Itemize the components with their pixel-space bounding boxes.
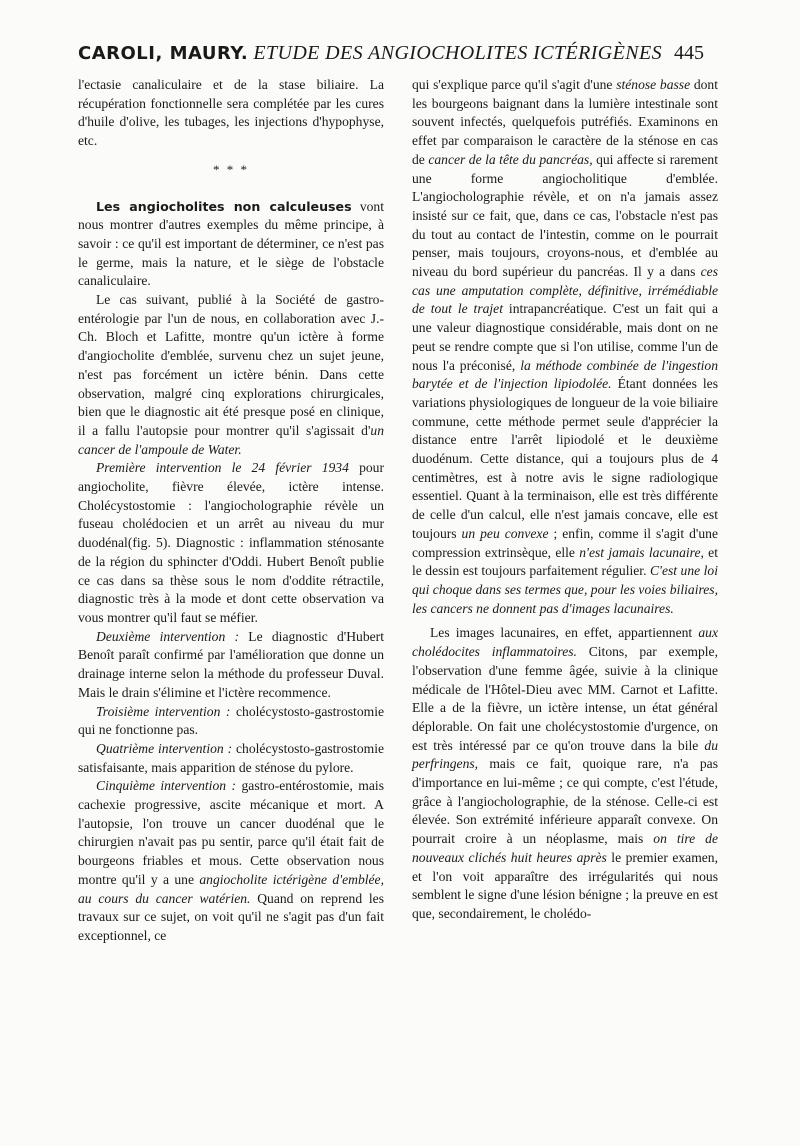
paragraph-deuxieme-intervention: Deuxième intervention : Le diagnostic d'Hubert Benoît paraît confirmé par l'amélioration que donne un drainage interne selon la méthode du professeur Duval. Mais le drain s'élimine et l'ictère recommence. bbox=[78, 628, 384, 700]
paragraph-non-calculeuses: Les angiocholites non calculeuses vont nous montrer d'autres exemples du même principe, à savoir : ce qu'il est important de déterminer, ce n'est pas le germe, mais la nature, et le siège de l'obstacle canaliculaire. bbox=[78, 198, 384, 289]
paragraph-stenose-basse: qui s'explique parce qu'il s'agit d'une sténose basse dont les bourgeons baignant dans la lumière intestinale sont souvent infectés, quelquefois putréfiés. Examinons en effet par comparaison le caractère de la sténose en cas de cancer de la tête du pancréas, qui affecte si rarement une forme angiocholitique d'emblée. L'angiocholographie révèle, et on n'a jamais assez insisté sur ce fait, que, dans ce cas, l'obstacle n'est pas du tout au contact de l'intestin, comme on le pourrait penser, mais toujours, croyons-nous, et d'emblée au niveau du bord supérieur du pancréas. Il y a dans ces cas une amputation complète, définitive, irrémédiable de tout le trajet intrapancréatique. C'est un fait qui a une valeur diagnostique considérable, mais dont on ne peut se rendre compte que si l'on utilise, comme l'un de nous l'a préconisé, la méthode combinée de l'ingestion barytée et de l'injection lipiodolée. Étant données les variations physiologiques de longueur de la voie biliaire commune, cette méthode permet seule d'apprécier la distance entre l'arrêt lipiodolé et le deuxième duodénum. Cette distance, qui a toujours plus de 4 centimètres, est à notre avis le signe radiologique essentiel. Quant à la terminaison, elle est très différente de celle d'un calcul, elle n'est jamais concave, elle est toujours un peu convexe ; enfin, comme il s'agit d'une compression extrinsèque, elle n'est jamais lacunaire, et le dessin est toujours parfaitement régulier. C'est une loi qui choque dans ses termes que, pour les voies biliaires, les cancers ne donnent pas d'images lacunaires. bbox=[412, 77, 719, 616]
page-number: 445 bbox=[674, 42, 704, 64]
section-title: Les angiocholites non calculeuses bbox=[96, 198, 352, 214]
left-column bbox=[78, 76, 384, 946]
running-header bbox=[78, 42, 704, 70]
paragraph-troisieme-intervention: Troisième intervention : cholécystosto-gastrostomie qui ne fonctionne pas. bbox=[78, 703, 384, 738]
right-column bbox=[412, 76, 718, 924]
paragraph-ectasie: l'ectasie canaliculaire et de la stase biliaire. La récupération fonctionnelle sera complétée par les cures d'huile d'olive, les tubages, les injections d'hypophyse, etc. bbox=[78, 77, 384, 149]
header-authors: CAROLI, MAURY. bbox=[78, 43, 249, 64]
paragraph-cas-suivant: Le cas suivant, publié à la Société de gastro-entérologie par l'un de nous, en collaboration avec J.-Ch. Bloch et Lafitte, montre qu'un ictère à forme d'angiocholite d'emblée, survenu chez un sujet jeune, n'est pas forcément un ictère bénin. Dans cette observation, malgré cinq explorations chirurgicales, bien que le diagnostic ait été presque posé en clinique, il a fallu l'autopsie pour montrer qu'il s'agissait d'un cancer de l'ampoule de Water. bbox=[78, 292, 384, 457]
section-separator: * * * bbox=[213, 161, 249, 177]
paragraph-premiere-intervention: Première intervention le 24 février 1934 pour angiocholite, fièvre élevée, ictère intense. Cholécystostomie : l'angiocholographie révèle un fuseau cholédocien et un arrêt au niveau du mur duodénal(fig. 5). Diagnostic : inflammation sténosante de la région du sphincter d'Oddi. Hubert Benoît publie ce cas dans sa thèse sous le nom d'oddite rétractile, diagnostic très à la mode et dont cette observation va vous montrer qu'il faut se méfier. bbox=[78, 460, 384, 625]
paragraph-images-lacunaires: Les images lacunaires, en effet, appartiennent aux cholédocites inflammatoires. Citons, par exemple, l'observation d'une femme âgée, suivie à la clinique médicale de l'Hôtel-Dieu avec MM. Carnot et Lafitte. Elle a de la fièvre, un ictère intense, un état général déplorable. On fait une cholécystostomie d'urgence, on est très intéressé par ce qu'on trouve dans la bile du perfringens, mais ce fait, quoique rare, n'a pas d'importance en lui-même ; ce qui compte, c'est l'étude, grâce à l'angiocholographie, de la sténose. Celle-ci est élevée. Son extrémité inférieure apparaît convexe. On pourrait croire à un néoplasme, mais on tire de nouveaux clichés huit heures après le premier examen, et l'on voit apparaître des irrégularités qui nous semblent le signe d'une lésion bénigne ; la preuve en est que, secondairement, le cholédo- bbox=[412, 625, 719, 921]
header-running-title: ETUDE DES ANGIOCHOLITES ICTÉRIGÈNES bbox=[253, 42, 662, 64]
paragraph-cinquieme-intervention: Cinquième intervention : gastro-entérostomie, mais cachexie progressive, ascite mécanique et mort. A l'autopsie, l'on trouve un cancer duodénal que le chirurgien n'avait pas pu sentir, parce qu'il était fait de bourgeons friables et mous. Cette observation nous montre qu'il y a une angiocholite ictérigène d'emblée, au cours du cancer watérien. Quand on reprend les travaux sur ce sujet, on voit qu'il ne s'agit pas d'un fait exceptionnel, ce bbox=[78, 778, 384, 943]
paragraph-quatrieme-intervention: Quatrième intervention : cholécystosto-gastrostomie satisfaisante, mais apparition de sténose du pylore. bbox=[78, 740, 384, 775]
